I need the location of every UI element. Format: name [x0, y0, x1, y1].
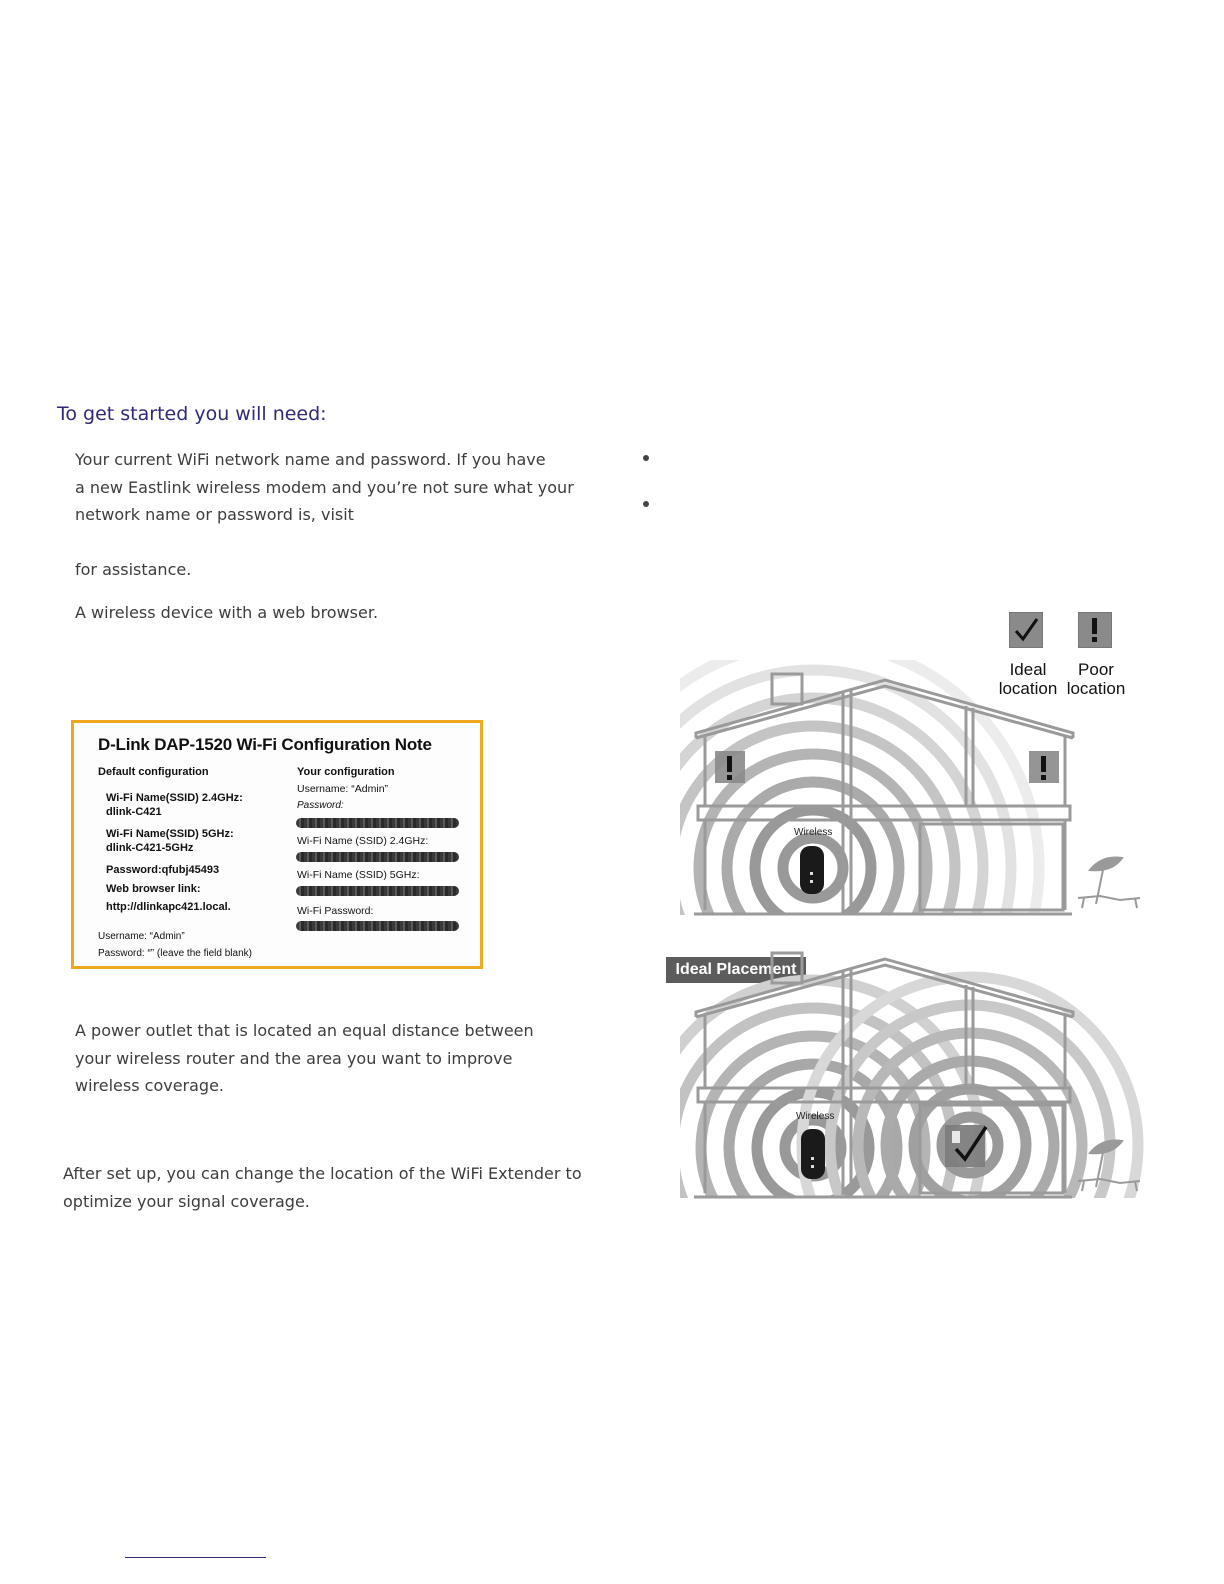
your-ssid-5-label: Wi-Fi Name (SSID) 5GHz: [297, 869, 420, 881]
legend-ideal-line-2: location [998, 679, 1058, 698]
your-wifi-password-label: Wi-Fi Password: [297, 905, 374, 917]
after-setup-line-2: optimize your signal coverage. [63, 1191, 310, 1211]
ideal-placement-label: Ideal Placement [666, 957, 806, 983]
your-config-heading: Your configuration [297, 766, 395, 778]
redacted-password [296, 818, 459, 828]
bullet-dot [643, 455, 649, 461]
redacted-wifi-password [296, 921, 459, 931]
network-line-1: Your current WiFi network name and password. If you have [75, 450, 546, 469]
item-power-outlet [75, 1017, 595, 1100]
after-setup-note [63, 1160, 623, 1215]
outlet-line-1: A power outlet that is located an equal distance between [75, 1021, 534, 1040]
house-diagram-ideal [680, 945, 1160, 1207]
network-line-3: network name or password is, visit [75, 505, 354, 524]
default-config-heading: Default configuration [98, 766, 209, 778]
bullet-dot [643, 501, 649, 507]
poor-location-marker-right [1029, 751, 1059, 783]
ssid-24-value: dlink-C421 [106, 806, 162, 818]
lawn-chair-umbrella [1078, 858, 1140, 909]
item-network-info [75, 446, 595, 529]
section-heading: To get started you will need: [57, 403, 327, 425]
router-icon [801, 1129, 825, 1179]
default-username: Username: “Admin” [98, 931, 185, 942]
ideal-location-check-icon [1009, 612, 1043, 648]
signal-waves [680, 660, 1039, 925]
poor-location-marker-left [715, 751, 745, 783]
legend-ideal-line-1: Ideal [1009, 660, 1047, 679]
ssid-5-value: dlink-C421-5GHz [106, 842, 194, 854]
ssid-24-label: Wi-Fi Name(SSID) 2.4GHz: [106, 792, 243, 804]
web-browser-value: http://dlinkapc421.local. [106, 901, 231, 913]
router-label: Wireless [794, 827, 833, 838]
outlet-line-2: your wireless router and the area you want to improve [75, 1048, 513, 1068]
ideal-location-marker [945, 1125, 986, 1167]
outlet-line-3: wireless coverage. [75, 1076, 225, 1095]
poor-location-exclamation-icon [1078, 612, 1112, 648]
router-label: Wireless [796, 1111, 835, 1122]
redacted-ssid-5 [296, 886, 459, 896]
your-password-label: Password: [297, 800, 344, 811]
legend-poor-line-1: Poor [1078, 660, 1114, 679]
redacted-ssid-24 [296, 852, 459, 862]
item-wireless-device: A wireless device with a web browser. [75, 603, 379, 622]
default-password: Password:qfubj45493 [106, 864, 220, 876]
footer-link-underline [125, 1557, 266, 1558]
your-ssid-24-label: Wi-Fi Name (SSID) 2.4GHz: [297, 835, 429, 847]
after-setup-line-1: After set up, you can change the location of the WiFi Extender to [63, 1164, 582, 1183]
ssid-5-label: Wi-Fi Name(SSID) 5GHz: [106, 828, 234, 840]
legend-poor-line-2: location [1066, 679, 1126, 698]
config-note-title: D-Link DAP-1520 Wi-Fi Configuration Note [98, 735, 432, 754]
house-diagram-poor [680, 660, 1160, 925]
web-browser-label: Web browser link: [106, 883, 201, 895]
network-assistance: for assistance. [75, 560, 192, 579]
network-line-2: a new Eastlink wireless modem and you’re not sure what your [75, 477, 574, 497]
default-password-note: Password: “” (leave the field blank) [98, 948, 252, 959]
your-username: Username: “Admin” [297, 783, 389, 795]
router-icon [800, 846, 824, 894]
config-note-card [71, 720, 483, 969]
